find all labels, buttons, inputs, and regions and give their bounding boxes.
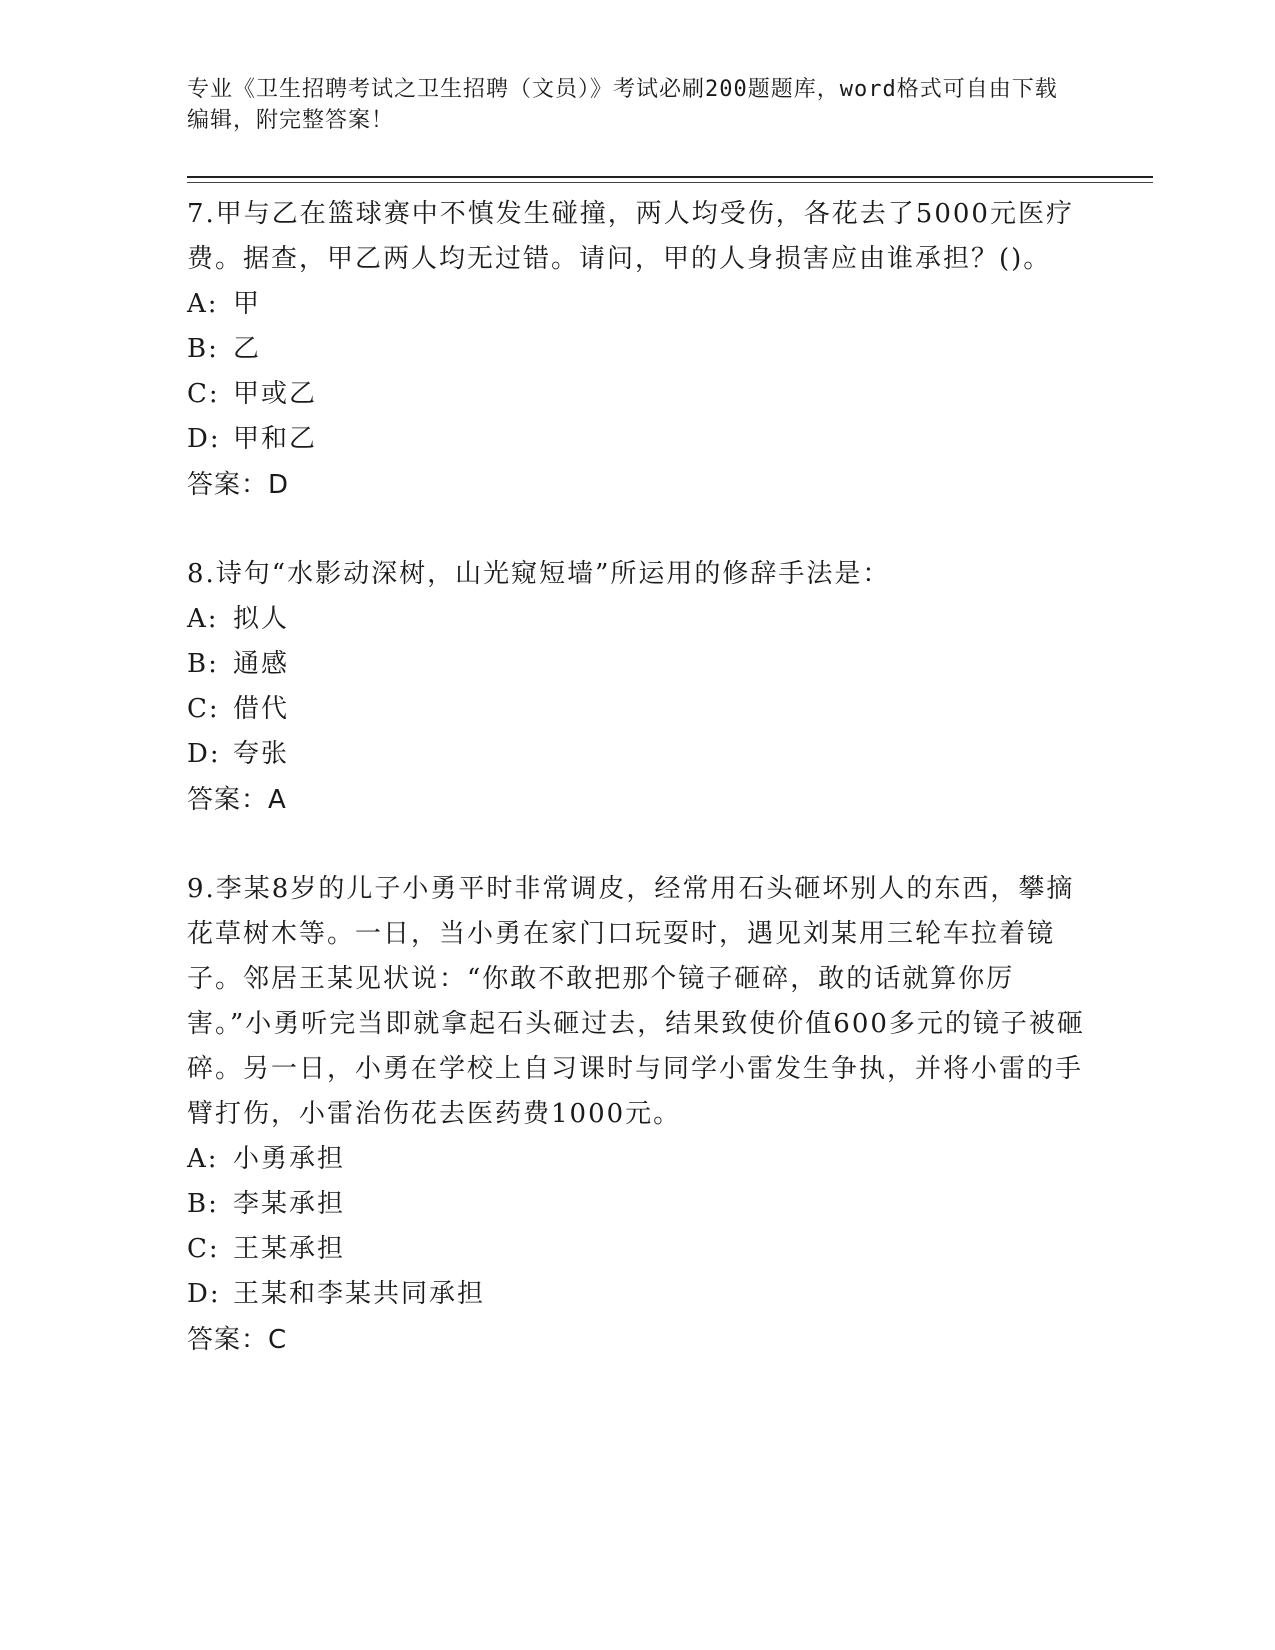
option-text: 甲 (233, 289, 262, 319)
option-text: 拟人 (233, 604, 290, 634)
option-a (187, 1137, 1087, 1182)
option-key: C: (187, 694, 220, 724)
option-text: 甲和乙 (233, 424, 318, 454)
answer: 答案：C (187, 1325, 288, 1355)
option-text: 王某承担 (233, 1234, 346, 1264)
option-d (187, 732, 1087, 777)
option-a (187, 282, 1087, 327)
option-text: 夸张 (233, 739, 290, 769)
question-list (187, 192, 1087, 1363)
option-key: C: (187, 379, 220, 409)
option-text: 李某承担 (233, 1189, 346, 1219)
option-key: D: (187, 424, 221, 454)
option-b (187, 642, 1087, 687)
option-b (187, 327, 1087, 372)
header-divider-thin (187, 182, 1153, 183)
page-header: 专业《卫生招聘考试之卫生招聘（文员）》考试必刷200题题库，word格式可自由下载编辑，附完整答案！ (187, 77, 1058, 133)
question-8 (187, 552, 1087, 823)
option-c (187, 372, 1087, 417)
option-key: C: (187, 1234, 220, 1264)
option-key: D: (187, 1279, 221, 1309)
option-b (187, 1182, 1087, 1227)
option-d (187, 417, 1087, 462)
option-key: B: (187, 649, 219, 679)
option-text: 通感 (233, 649, 290, 679)
question-stem: 7.甲与乙在篮球赛中不慎发生碰撞，两人均受伤，各花去了5000元医疗费。据查，甲乙两人均无过错。请问，甲的人身损害应由谁承担？()。 (187, 199, 1074, 274)
option-a (187, 597, 1087, 642)
answer: 答案：A (187, 785, 287, 815)
question-7 (187, 192, 1087, 508)
option-text: 乙 (233, 334, 262, 364)
answer: 答案：D (187, 470, 290, 500)
option-text: 小勇承担 (233, 1144, 346, 1174)
option-text: 王某和李某共同承担 (233, 1279, 486, 1309)
question-stem: 8.诗句“水影动深树，山光窥短墙”所运用的修辞手法是： (187, 559, 891, 589)
option-key: A: (187, 604, 219, 634)
option-text: 甲或乙 (233, 379, 318, 409)
option-key: A: (187, 1144, 219, 1174)
option-c (187, 687, 1087, 732)
option-text: 借代 (233, 694, 290, 724)
option-key: D: (187, 739, 221, 769)
option-key: B: (187, 334, 219, 364)
option-c (187, 1227, 1087, 1272)
option-key: B: (187, 1189, 219, 1219)
header-divider-thick (187, 176, 1153, 178)
option-d (187, 1272, 1087, 1317)
question-9 (187, 867, 1087, 1363)
option-key: A: (187, 289, 219, 319)
question-stem: 9.李某8岁的儿子小勇平时非常调皮，经常用石头砸坏别人的东西，攀摘花草树木等。一日，当小勇在家门口玩耍时，遇见刘某用三轮车拉着镜子。邻居王某见状说：“你敢不敢把那个镜子砸碎，敢的话就算你厉害。”小勇听完当即就拿起石头砸过去，结果致使价值600多元的镜子被砸碎。另一日，小勇在学校上自习课时与同学小雷发生争执，并将小雷的手臂打伤，小雷治伤花去医药费1000元。 (187, 874, 1085, 1129)
